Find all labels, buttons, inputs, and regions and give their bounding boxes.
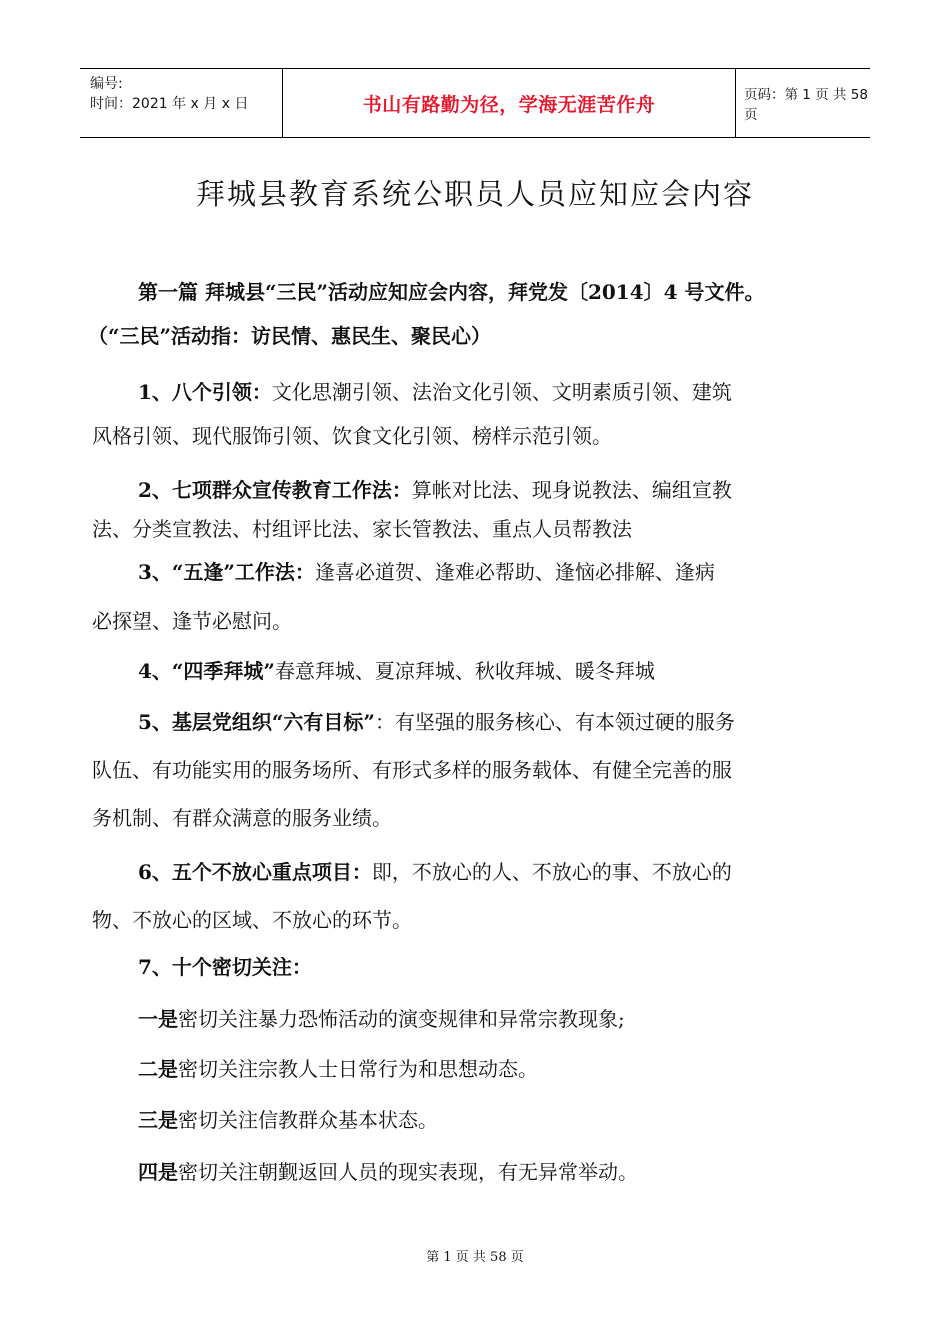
item-text: 算帐对比法、现身说教法、编组宣教	[411, 478, 732, 502]
chapter-line-2: （“三民”活动指：访民情、惠民生、聚民心）	[88, 324, 492, 348]
concern-item	[92, 1095, 862, 1145]
item-label: 4、“四季拜城”	[138, 659, 275, 683]
concern-item	[92, 1145, 862, 1199]
item-label: 7、十个密切关注：	[138, 955, 312, 979]
list-item	[92, 468, 862, 546]
chapter-line-1: 第一篇 拜城县“三民”活动应知应会内容，拜党发〔2014〕4 号文件。	[138, 280, 765, 304]
document-header	[80, 68, 870, 138]
page-footer: 第 1 页 共 58 页	[426, 1250, 524, 1265]
concern-list	[92, 995, 862, 1199]
item-text: 队伍、有功能实用的服务场所、有形式多样的服务载体、有健全完善的服	[92, 758, 732, 782]
page-info-text: 页码：第 1 页 共 58 页	[744, 87, 868, 123]
document-title: 拜城县教育系统公职员人员应知应会内容	[195, 177, 754, 211]
concern-item	[92, 1043, 862, 1095]
list-item	[92, 945, 862, 989]
concern-label: 三是	[138, 1108, 178, 1132]
list-item	[92, 649, 862, 693]
concern-item	[92, 995, 862, 1043]
item-text: 文化思潮引领、法治文化引领、文明素质引领、建筑	[271, 380, 732, 404]
item-label: 5、基层党组织“六有目标”	[138, 710, 375, 734]
item-text: 春意拜城、夏凉拜城、秋收拜城、暖冬拜城	[274, 659, 655, 683]
concern-text: 密切关注朝觐返回人员的现实表现，有无异常举动。	[178, 1160, 638, 1184]
item-label: 6、五个不放心重点项目：	[138, 860, 372, 884]
concern-text: 密切关注宗教人士日常行为和思想动态。	[178, 1057, 538, 1081]
item-text: 风格引领、现代服饰引领、饮食文化引领、榜样示范引领。	[92, 424, 612, 448]
chapter-heading	[88, 270, 862, 358]
number-label: 编号:	[90, 76, 123, 92]
item-text: 务机制、有群众满意的服务业绩。	[92, 806, 392, 830]
item-text: 法、分类宣教法、村组评比法、家长管教法、重点人员帮教法	[92, 517, 632, 541]
concern-label: 一是	[138, 1007, 178, 1031]
header-page-info	[736, 69, 870, 137]
item-text: 逢喜必道贺、逢难必帮助、逢恼必排解、逢病	[314, 560, 715, 584]
list-item	[92, 550, 862, 648]
item-text: 物、不放心的区域、不放心的环节。	[92, 908, 412, 932]
item-label: 1、八个引领：	[138, 380, 272, 404]
header-meta	[80, 69, 282, 137]
list-item	[92, 700, 862, 840]
item-text: 必探望、逢节必慰问。	[92, 609, 292, 633]
item-label: 3、“五逢”工作法：	[138, 560, 315, 584]
concern-text: 密切关注暴力恐怖活动的演变规律和异常宗教现象;	[178, 1007, 625, 1031]
concern-label: 四是	[138, 1160, 178, 1184]
concern-text: 密切关注信教群众基本状态。	[178, 1108, 438, 1132]
item-label: 2、七项群众宣传教育工作法：	[138, 478, 412, 502]
item-text: ：有坚强的服务核心、有本领过硬的服务	[374, 710, 735, 734]
item-text: 即，不放心的人、不放心的事、不放心的	[371, 860, 732, 884]
motto-text: 书山有路勤为径，学海无涯苦作舟	[362, 93, 656, 116]
header-motto	[282, 69, 736, 137]
concern-label: 二是	[138, 1057, 178, 1081]
date-label: 时间：2021 年 x 月 x 日	[90, 96, 249, 112]
list-item	[92, 370, 862, 458]
list-item	[92, 848, 862, 944]
